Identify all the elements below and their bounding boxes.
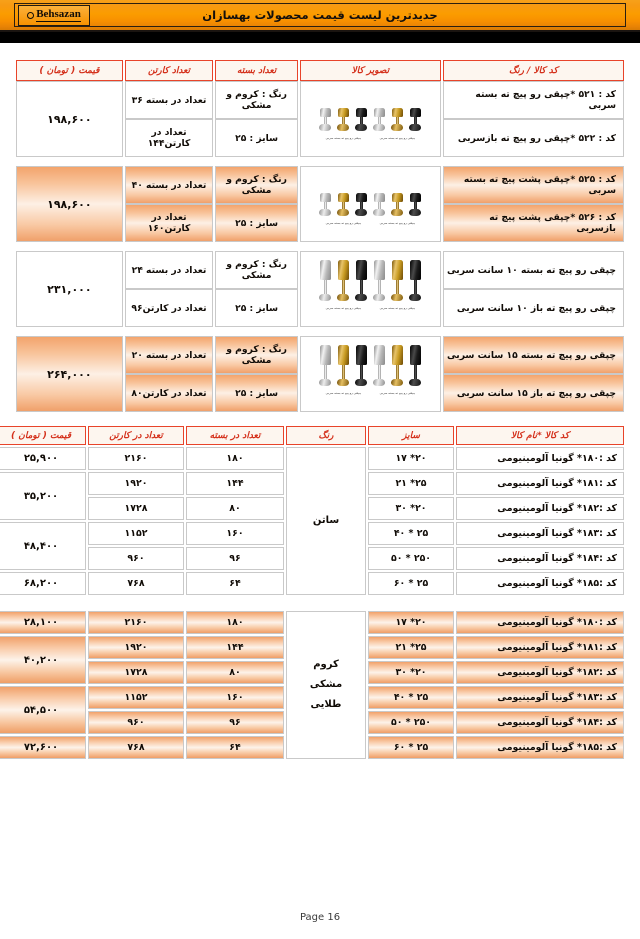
pack-count: ۱۶۰ (186, 686, 284, 709)
products-photo-table-wrap (14, 60, 626, 412)
stopper-figure (408, 345, 423, 386)
price-cell: ۷۲,۶۰۰ (0, 736, 86, 759)
price-cell: ۱۹۸,۶۰۰ (16, 81, 123, 157)
pack-count: ۱۸۰ (186, 447, 284, 470)
stopper-figure (336, 193, 351, 216)
product-name: کد :۱۸۱* گونیا آلومینیومی (456, 472, 624, 495)
table-row (16, 81, 624, 119)
product-size: ۲۵* ۲۱ (368, 636, 454, 659)
color-label-1: مشکی (309, 679, 343, 690)
pack-count: ۱۴۴ (186, 472, 284, 495)
row-spacer (16, 327, 624, 336)
carton-count: ۱۷۲۸ (88, 661, 184, 684)
price-cell: ۲۸,۱۰۰ (0, 611, 86, 634)
stopper-figure (354, 345, 369, 386)
product-name-bottom: چپقی رو پیچ ته باز ۱۰ سانت سربی (443, 289, 624, 327)
product-size: ۲۵ * ۴۰ (368, 686, 454, 709)
price-cell: ۲۳۱,۰۰۰ (16, 251, 123, 327)
stopper-figure (390, 108, 405, 131)
row-spacer (16, 242, 624, 251)
stopper-figure (372, 345, 387, 386)
col-header-size: سایز (368, 426, 454, 445)
carton-count: ۹۶۰ (88, 547, 184, 570)
pack-count: تعداد در بسته ۴۰ (125, 166, 214, 204)
satin-spec-table-wrap (10, 424, 626, 597)
product-size: ۲۵ * ۴۰ (368, 522, 454, 545)
table-header-row (0, 426, 624, 445)
pack-color: رنگ : کروم و مشکی (215, 81, 298, 119)
carton-count: ۲۱۶۰ (88, 447, 184, 470)
col-header-price: قیمت ( تومان ) (16, 60, 123, 81)
carton-count: ۱۹۲۰ (88, 472, 184, 495)
product-name-top: کد : ۵۲۱ *چپقی رو پیچ ته بسته سربی (443, 81, 624, 119)
price-cell: ۴۸,۴۰۰ (0, 522, 86, 570)
pack-count: ۹۶ (186, 547, 284, 570)
stopper-group (372, 108, 423, 140)
product-name-top: چپقی رو پیچ ته بسته ۱۰ سانت سربی (443, 251, 624, 289)
col-header-price: قیمت ( تومان ) (0, 426, 86, 445)
pack-count: ۱۸۰ (186, 611, 284, 634)
pack-count: تعداد در بسته ۳۶ (125, 81, 214, 119)
pack-color: رنگ : کروم و مشکی (215, 251, 298, 289)
product-name: کد :۱۸۵* گونیا آلومینیومی (456, 572, 624, 595)
stopper-figure (336, 260, 351, 301)
color-cell (286, 447, 366, 595)
carton-count: تعداد در کارتن۹۶ (125, 289, 214, 327)
row-spacer (16, 157, 624, 166)
stopper-figure (318, 108, 333, 131)
product-image-cell (300, 81, 441, 157)
photo-caption: چپقی رو پیچ ته بسته سربی (379, 306, 416, 310)
price-cell: ۵۴,۵۰۰ (0, 686, 86, 734)
product-image-cell (300, 166, 441, 242)
stopper-figure (372, 193, 387, 216)
page-number: Page 16 (299, 912, 341, 923)
product-size: ۲۰* ۱۷ (368, 611, 454, 634)
product-name-top: چپقی رو پیچ ته بسته ۱۵ سانت سربی (443, 336, 624, 374)
product-name-bottom: کد : ۵۲۶ *چپقی پشت پیچ ته بازسربی (443, 204, 624, 242)
carton-count: ۱۱۵۲ (88, 686, 184, 709)
pack-count: تعداد در بسته ۲۰ (125, 336, 214, 374)
price-cell: ۶۸,۲۰۰ (0, 572, 86, 595)
chrome-black-gold-spec-table (0, 609, 626, 761)
stopper-figure (408, 108, 423, 131)
col-header-carton-count: تعداد در کارتن (88, 426, 184, 445)
carton-count: ۷۶۸ (88, 572, 184, 595)
stopper-group (372, 193, 423, 225)
pack-count: تعداد در بسته ۲۴ (125, 251, 214, 289)
pack-color: رنگ : کروم و مشکی (215, 166, 298, 204)
stopper-group (372, 345, 423, 395)
product-image-cell (300, 336, 441, 412)
product-name: کد :۱۸۵* گونیا آلومینیومی (456, 736, 624, 759)
price-cell: ۳۵,۲۰۰ (0, 472, 86, 520)
photo-caption: چپقی رو پیچ ته بسته سربی (379, 391, 416, 395)
stopper-figure (390, 260, 405, 301)
stopper-figure (354, 108, 369, 131)
carton-count: تعداد در کارتن۸۰ (125, 374, 214, 412)
product-size: ۲۰* ۳۰ (368, 661, 454, 684)
table-row (16, 336, 624, 374)
photo-caption: چپقی رو پیچ ته بسته سربی (325, 391, 362, 395)
page-footer (0, 912, 640, 923)
photo-caption: چپقی رو پیچ ته بسته سربی (379, 221, 416, 225)
photo-caption: چپقی رو پیچ ته بسته سربی (379, 136, 416, 140)
product-name: کد :۱۸۲* گونیا آلومینیومی (456, 497, 624, 520)
pack-size: سایز : ۲۵ (215, 119, 298, 157)
col-header-pack-count: تعداد بسته (215, 60, 298, 81)
carton-count: ۱۷۲۸ (88, 497, 184, 520)
color-cell (286, 611, 366, 759)
col-header-code-name: کد کالا *نام کالا (456, 426, 624, 445)
stopper-group (318, 345, 369, 395)
carton-count: تعداد در کارتن۱۴۴ (125, 119, 214, 157)
pack-color: رنگ : کروم و مشکی (215, 336, 298, 374)
door-stopper-photo (304, 173, 437, 235)
page-title: جدیدترین لیست قیمت محصولات بهسازان (202, 7, 438, 22)
table-row (16, 251, 624, 289)
chrome-black-gold-spec-table-wrap (14, 609, 626, 761)
carton-count: ۷۶۸ (88, 736, 184, 759)
product-name: کد :۱۸۱* گونیا آلومینیومی (456, 636, 624, 659)
door-stopper-photo (304, 343, 437, 405)
pack-count: ۸۰ (186, 661, 284, 684)
color-label-0: کروم (313, 659, 339, 670)
price-cell: ۲۶۴,۰۰۰ (16, 336, 123, 412)
table-row (16, 166, 624, 204)
table-header-row (16, 60, 624, 81)
carton-count: ۱۹۲۰ (88, 636, 184, 659)
stopper-figure (318, 345, 333, 386)
door-stopper-photo (304, 258, 437, 320)
pack-count: ۶۴ (186, 736, 284, 759)
table-row (0, 611, 624, 634)
stopper-group (318, 108, 369, 140)
photo-caption: چپقی رو پیچ ته بسته سربی (325, 136, 362, 140)
col-header-image: تصویر کالا (300, 60, 441, 81)
products-photo-table (14, 60, 626, 412)
carton-count: ۱۱۵۲ (88, 522, 184, 545)
price-cell: ۱۹۸,۶۰۰ (16, 166, 123, 242)
col-header-carton-count: تعداد کارتن (125, 60, 214, 81)
page-header-banner (0, 0, 640, 32)
product-name: کد :۱۸۲* گونیا آلومینیومی (456, 661, 624, 684)
product-name: کد :۱۸۰* گونیا آلومینیومی (456, 611, 624, 634)
stopper-figure (318, 193, 333, 216)
stopper-figure (390, 193, 405, 216)
carton-count: ۲۱۶۰ (88, 611, 184, 634)
price-cell: ۲۵,۹۰۰ (0, 447, 86, 470)
product-size: ۲۵ * ۶۰ (368, 736, 454, 759)
product-size: ۲۰* ۱۷ (368, 447, 454, 470)
color-label-2: طلایی (310, 699, 342, 710)
pack-count: ۶۴ (186, 572, 284, 595)
product-image-cell (300, 251, 441, 327)
product-name: کد :۱۸۳* گونیا آلومینیومی (456, 522, 624, 545)
pack-count: ۱۶۰ (186, 522, 284, 545)
door-stopper-photo (304, 88, 437, 150)
col-header-pack-count: تعداد در بسته (186, 426, 284, 445)
pack-count: ۱۴۴ (186, 636, 284, 659)
satin-spec-table (0, 424, 626, 597)
carton-count: ۹۶۰ (88, 711, 184, 734)
product-size: ۲۵ * ۶۰ (368, 572, 454, 595)
stopper-figure (318, 260, 333, 301)
logo-wordmark: Behsazan (36, 8, 81, 20)
product-name-bottom: چپقی رو پیچ ته باز ۱۵ سانت سربی (443, 374, 624, 412)
product-size: ۲۵۰ * ۵۰ (368, 547, 454, 570)
stopper-figure (336, 108, 351, 131)
photo-caption: چپقی رو پیچ ته بسته سربی (325, 306, 362, 310)
table-row (0, 447, 624, 470)
stopper-figure (354, 193, 369, 216)
stopper-group (372, 260, 423, 310)
pack-size: سایز : ۲۵ (215, 374, 298, 412)
product-name-bottom: کد : ۵۲۲ *چپقی رو پیچ ته بازسربی (443, 119, 624, 157)
banner-underbar (0, 32, 640, 43)
product-size: ۲۵۰ * ۵۰ (368, 711, 454, 734)
product-name: کد :۱۸۴* گونیا آلومینیومی (456, 547, 624, 570)
product-name: کد :۱۸۰* گونیا آلومینیومی (456, 447, 624, 470)
photo-caption: چپقی رو پیچ ته بسته سربی (325, 221, 362, 225)
ring-icon (27, 12, 34, 19)
carton-count: تعداد در کارتن۱۶۰ (125, 204, 214, 242)
stopper-figure (336, 345, 351, 386)
stopper-figure (372, 260, 387, 301)
product-name: کد :۱۸۳* گونیا آلومینیومی (456, 686, 624, 709)
pack-size: سایز : ۲۵ (215, 204, 298, 242)
stopper-figure (354, 260, 369, 301)
stopper-figure (372, 108, 387, 131)
pack-count: ۹۶ (186, 711, 284, 734)
stopper-figure (390, 345, 405, 386)
price-cell: ۴۰,۲۰۰ (0, 636, 86, 684)
pack-size: سایز : ۲۵ (215, 289, 298, 327)
stopper-figure (408, 260, 423, 301)
col-header-code-color: کد کالا / رنگ (443, 60, 624, 81)
behsazan-logo[interactable] (18, 5, 90, 26)
stopper-group (318, 193, 369, 225)
col-header-color: رنگ (286, 426, 366, 445)
stopper-group (318, 260, 369, 310)
stopper-figure (408, 193, 423, 216)
color-label: ساتن (312, 515, 340, 526)
product-name: کد :۱۸۴* گونیا آلومینیومی (456, 711, 624, 734)
product-name-top: کد : ۵۲۵ *چپقی پشت پیچ ته بسته سربی (443, 166, 624, 204)
product-size: ۲۵* ۲۱ (368, 472, 454, 495)
pack-count: ۸۰ (186, 497, 284, 520)
product-size: ۲۰* ۳۰ (368, 497, 454, 520)
